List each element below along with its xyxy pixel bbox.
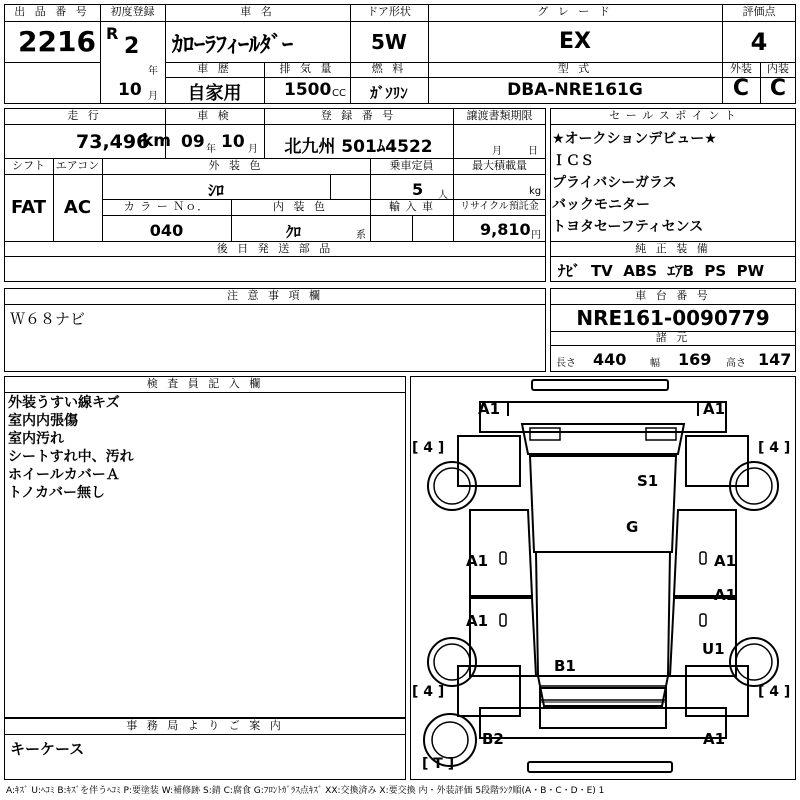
office-label: 事 務 局 よ り ご 案 内 [126, 719, 284, 732]
inspector-label: 検 査 員 記 入 欄 [146, 377, 264, 390]
color-no-label: カ ラ ー Ｎｏ． [123, 200, 210, 213]
shift-label: シフト [12, 159, 45, 172]
mark-u1: U1 [702, 640, 725, 658]
displacement: 1500 [284, 80, 332, 100]
right-front-fender-shape [686, 436, 748, 486]
reg-year: 2 [124, 34, 140, 59]
year-unit: 年 [148, 66, 158, 77]
mark-a1-rear-right: A1 [703, 730, 726, 748]
mark-a1-front-left: A1 [478, 400, 501, 418]
width-label: 幅 [650, 358, 660, 369]
sales-points-list [552, 128, 792, 238]
front-bumper-shape [532, 380, 668, 390]
sales-point-item: ★オークションデビュー★ [552, 131, 717, 147]
left-front-fender-shape [458, 436, 520, 486]
capacity-unit: 人 [438, 190, 448, 201]
first-reg-label: 初度登録 [110, 5, 155, 18]
dims-label: 諸 元 [655, 331, 691, 344]
legend: A:ｷｽﾞ U:ﾍｺﾐ B:ｷｽﾞを伴うﾍｺﾐ P:要塗装 W:補修跡 S:錆 C:腐食 G:ﾌﾛﾝﾄｶﾞﾗｽ点ｷｽﾞ XX:交換済み X:要交換 内・外装評価 5段階ﾗﾝｸ順(A・B・C・D・E) 1 [6, 786, 605, 796]
import-label: 輸 入 車 [389, 200, 434, 213]
width: 169 [678, 350, 712, 369]
length-label: 長さ [556, 358, 576, 369]
int-color-unit: 系 [356, 230, 366, 241]
equipment-label: 純 正 装 備 [635, 242, 711, 255]
mark-a1-right-front-door: A1 [714, 552, 737, 570]
int-color-label: 内 装 色 [273, 200, 328, 213]
transfer-day: 日 [528, 146, 538, 157]
equipment: ﾅﾋﾞ TV ABS ｴｱB PS PW [558, 262, 765, 280]
shift: FAT [10, 197, 47, 218]
notes-text: Ｗ６８ナビ [10, 310, 86, 328]
mileage: 73,496 [76, 131, 150, 153]
sales-point-item: トヨタセーフティセンス [552, 219, 704, 235]
tire-spare: [ T ] [422, 756, 455, 772]
interior-label: 内装 [767, 62, 789, 75]
height: 147 [758, 350, 792, 369]
lot-no: 2216 [18, 25, 96, 58]
capacity: 5 [412, 180, 424, 199]
sales-point-item: バックモニター [552, 197, 650, 213]
history: 自家用 [187, 83, 242, 104]
transfer-label: 譲渡書類期限 [466, 109, 533, 122]
inspector-note: 室内内張傷 [8, 413, 78, 429]
chassis-label: 車 台 番 号 [635, 289, 711, 302]
mileage-unit: km [142, 131, 172, 151]
inspector-note: 外装うすい線キズ [8, 395, 120, 411]
insp-year-unit: 年 [206, 144, 216, 155]
score: 4 [750, 28, 768, 56]
rear-panel-shape [480, 708, 726, 738]
displacement-unit: CC [332, 88, 346, 99]
grade: EX [559, 29, 591, 54]
exterior-grade: C [732, 76, 750, 101]
mark-a1-front-right: A1 [703, 400, 726, 418]
model-label: 型 式 [557, 62, 593, 75]
tire-front-left: [ 4 ] [412, 440, 445, 456]
tire-rear-right: [ 4 ] [758, 684, 791, 700]
rear-right-wheel-shape [730, 638, 778, 686]
mark-s1: S1 [637, 472, 659, 490]
model: DBA-NRE161G [507, 80, 643, 100]
inspector-notes [8, 394, 398, 502]
era: R [106, 24, 119, 43]
notes-label: 注 意 事 項 欄 [227, 289, 323, 302]
mark-b1: B1 [554, 657, 576, 675]
interior-grade: C [769, 76, 787, 101]
ac: AC [63, 197, 92, 218]
inspector-note: ホイールカバーＡ [8, 467, 120, 483]
insp-month: 10 [221, 132, 245, 152]
reg-no: 北九州 501ﾑ4522 [284, 137, 433, 157]
capacity-label: 乗車定員 [389, 159, 434, 172]
mark-a1-left-front-door: A1 [466, 552, 489, 570]
grade-label: グ レ ー ド [537, 5, 613, 18]
rear-bumper-shape [528, 762, 672, 772]
inspector-note: トノカバー無し [8, 485, 106, 501]
month-unit: 月 [148, 91, 158, 102]
reg-month: 10 [118, 80, 142, 100]
insp-month-unit: 月 [248, 144, 258, 155]
sales-point-item: ＩＣＳ [552, 153, 594, 169]
later-parts-label: 後 日 発 送 部 品 [216, 242, 334, 255]
displacement-label: 排 気 量 [279, 62, 335, 75]
right-rear-door-shape [670, 598, 736, 676]
door-type: 5W [371, 30, 407, 54]
exterior-label: 外装 [730, 62, 752, 75]
inspector-note: 室内汚れ [8, 431, 64, 447]
fuel: ｶﾞｿﾘﾝ [370, 84, 408, 102]
tire-front-right: [ 4 ] [758, 440, 791, 456]
history-label: 車 歴 [197, 62, 232, 75]
length: 440 [593, 350, 627, 369]
tire-rear-left: [ 4 ] [412, 684, 445, 700]
chassis-number: NRE161-0090779 [576, 306, 770, 330]
fuel-label: 燃 料 [371, 62, 407, 75]
sales-points-label: セ ー ル ス ポ イ ン ト [609, 109, 737, 122]
car-name: ｶﾛｰﾗﾌｨｰﾙﾀﾞｰ [172, 33, 294, 58]
recycle-label: リサイクル預託金 [460, 201, 539, 212]
score-label: 評価点 [742, 5, 776, 18]
sales-point-item: プライバシーガラス [552, 175, 677, 191]
roof-shape [530, 456, 676, 552]
left-rear-door-shape [470, 598, 536, 676]
max-load-unit: kg [529, 186, 542, 197]
ext-color-label: 外 装 色 [208, 159, 264, 172]
ext-color: ｼﾛ [207, 181, 224, 200]
mark-a1-right-rear-door: A1 [714, 586, 737, 604]
reg-no-label: 登 録 番 号 [320, 109, 397, 122]
mark-a1-left-rear-door: A1 [466, 612, 489, 630]
mark-b2: B2 [482, 730, 504, 748]
color-no: 040 [149, 221, 184, 240]
recycle-unit: 円 [531, 230, 541, 241]
inspection-label: 車 検 [197, 109, 232, 122]
hood-shape [480, 402, 726, 432]
mark-g: G [626, 518, 639, 536]
rear-left-wheel-shape [428, 638, 476, 686]
car-name-label: 車 名 [240, 5, 275, 18]
lot-no-label: 出 品 番 号 [14, 5, 90, 18]
transfer-month: 月 [492, 146, 502, 157]
insp-year: 09 [181, 132, 205, 152]
recycle-fee: 9,810 [480, 220, 531, 239]
mileage-label: 走 行 [67, 109, 102, 122]
inspector-note: シートすれ中、汚れ [8, 449, 134, 465]
ac-label: エアコン [55, 159, 100, 172]
door-label: ドア形状 [367, 5, 411, 18]
int-color: ｸﾛ [285, 223, 301, 241]
car-diagram [410, 376, 796, 780]
height-label: 高さ [726, 358, 746, 369]
office-text: キーケース [10, 740, 85, 758]
max-load-label: 最大積載量 [472, 159, 527, 172]
